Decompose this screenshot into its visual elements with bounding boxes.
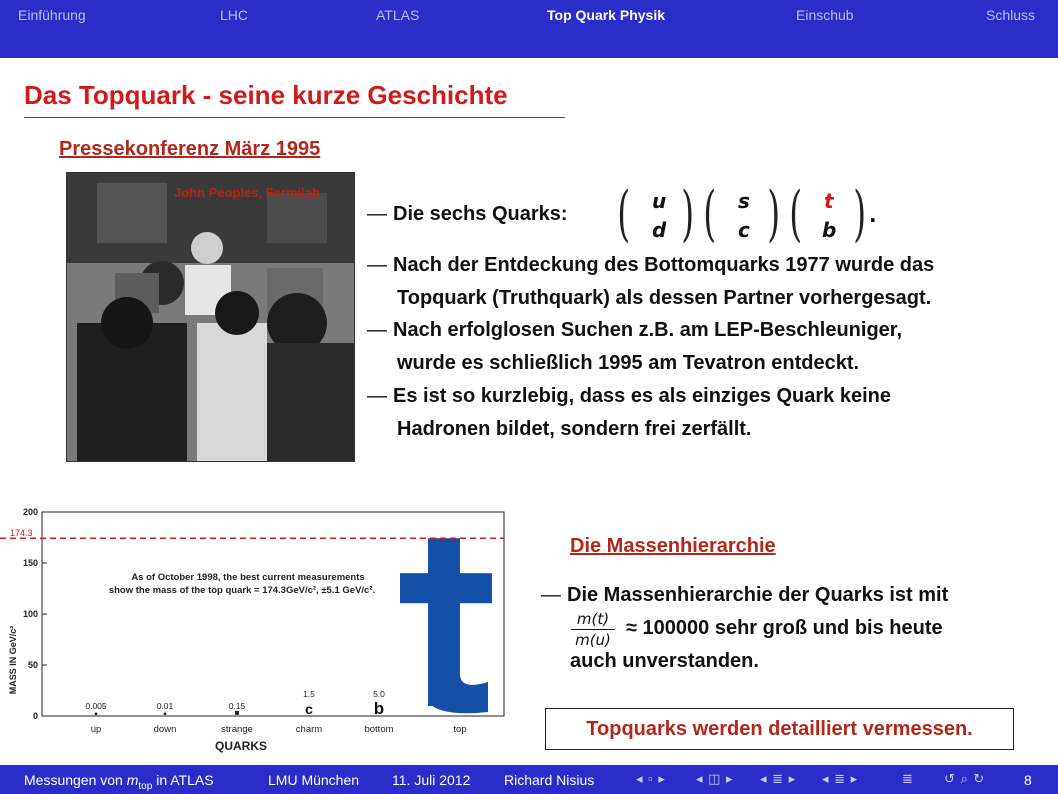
footer-talk-sub: top xyxy=(138,780,153,792)
fraction-denominator: m(u) xyxy=(575,631,611,649)
quark-mass-chart-svg xyxy=(0,500,510,762)
quark-charm: c xyxy=(738,218,750,242)
bullet-six-quarks-text: Die sechs Quarks: xyxy=(393,203,568,225)
y-tick-label-2: 100 xyxy=(22,609,38,619)
photo-caption: John Peoples, Fermilab xyxy=(174,185,320,200)
bullet-discovery-tevatron xyxy=(367,314,902,346)
nav-item-lhc[interactable]: LHC xyxy=(220,7,249,23)
paren-left-1: ( xyxy=(617,179,631,249)
bullet-mass-hierarchy xyxy=(541,579,948,611)
section-navigation-bar xyxy=(0,0,1058,58)
bullet-dash: — xyxy=(367,319,387,341)
nav-item-einschub[interactable]: Einschub xyxy=(796,7,854,23)
value-label-charm: 1.5 xyxy=(303,689,315,699)
bullet-discovery-tevatron-l1: Nach erfolglosen Suchen z.B. am LEP-Beschleuniger, xyxy=(393,319,903,341)
quark-strange: s xyxy=(738,189,750,213)
y-tick-label-3: 150 xyxy=(22,558,38,568)
bullet-dash: — xyxy=(367,254,387,276)
fraction-numerator: m(t) xyxy=(576,610,610,628)
x-category-label-bottom: bottom xyxy=(364,724,394,735)
footer-institute: LMU München xyxy=(268,772,360,788)
bullet-short-lived-l2: Hadronen bildet, sondern frei zerfällt. xyxy=(397,418,752,440)
chart-x-axis-label: QUARKS xyxy=(214,739,268,753)
bar-top-crossbar xyxy=(400,573,492,603)
footer-talk-suffix: in ATLAS xyxy=(152,772,214,788)
x-category-label-strange: strange xyxy=(221,724,253,735)
paren-left-2: ( xyxy=(703,179,717,249)
bullet-short-lived-l1: Es ist so kurzlebig, dass es als einziges Quark keine xyxy=(393,385,891,407)
footer-talk-prefix: Messungen von xyxy=(24,772,127,788)
reference-line-label: 174.3 xyxy=(10,528,33,539)
quark-down: d xyxy=(652,218,667,242)
bullet-mass-hierarchy-l3: auch unverstanden. xyxy=(570,650,759,672)
nav-item-top-quark-physik[interactable]: Top Quark Physik xyxy=(547,7,665,23)
footer-page-number: 8 xyxy=(1024,772,1032,788)
x-category-label-down: down xyxy=(153,724,177,735)
frame-title: Das Topquark - seine kurze Geschichte xyxy=(24,80,508,110)
chart-annotation-line-2: show the mass of the top quark = 174.3GeV/c², ±5.1 GeV/c². xyxy=(108,585,376,596)
press-conference-photo xyxy=(66,172,355,462)
x-category-label-charm: charm xyxy=(295,724,323,735)
chart-y-axis-label: MASS IN GeV/c² xyxy=(8,625,18,695)
bar-up xyxy=(95,713,97,715)
paren-right-3: ) xyxy=(853,179,867,249)
nav-item-einfuehrung[interactable]: Einführung xyxy=(18,7,86,23)
paren-left-3: ( xyxy=(789,179,803,249)
y-tick-label-4: 200 xyxy=(22,507,38,517)
beamer-nav-align-icon[interactable]: ≣ xyxy=(902,771,914,786)
footer-talk-m: m xyxy=(126,772,139,788)
beamer-nav-search-icon[interactable]: ↺ ⌕ ↻ xyxy=(944,771,986,786)
matrix-period: . xyxy=(869,203,877,227)
paren-right-1: ) xyxy=(681,179,695,249)
bullet-six-quarks xyxy=(367,198,568,230)
mass-hierarchy-heading: Die Massenhierarchie xyxy=(570,535,776,557)
bullet-bottom-discovery xyxy=(367,249,934,281)
quark-top: t xyxy=(824,189,834,213)
beamer-nav-subsection-icon[interactable]: ◂ ◫ ▸ xyxy=(696,771,734,786)
bullet-mass-hierarchy-l1: Die Massenhierarchie der Quarks ist mit xyxy=(567,584,949,606)
value-label-down: 0.01 xyxy=(156,701,174,711)
chart-annotation-line-1: As of October 1998, the best current measurements xyxy=(131,572,365,583)
bullet-dash: — xyxy=(541,584,561,606)
footer-talk-title xyxy=(24,772,214,792)
bullet-short-lived xyxy=(367,380,891,412)
beamer-nav-document-icon[interactable]: ◂ ≣ ▸ xyxy=(822,771,859,786)
bullet-dash: — xyxy=(367,203,387,225)
footer-bar xyxy=(0,765,1058,794)
bullet-dash: — xyxy=(367,385,387,407)
x-category-label-top: top xyxy=(453,724,467,735)
nav-item-schluss[interactable]: Schluss xyxy=(986,7,1036,23)
title-underline xyxy=(24,117,565,118)
press-heading: Pressekonferenz März 1995 xyxy=(59,138,321,160)
beamer-nav-frame-icon[interactable]: ◂ ▫ ▸ xyxy=(636,771,666,786)
nav-item-atlas[interactable]: ATLAS xyxy=(376,7,420,23)
letter-charm: c xyxy=(305,701,313,717)
paren-right-2: ) xyxy=(767,179,781,249)
footer-author: Richard Nisius xyxy=(504,772,595,788)
value-label-up: 0.005 xyxy=(85,701,107,711)
fraction-bar xyxy=(571,629,615,630)
bullet-discovery-tevatron-l2: wurde es schließlich 1995 am Tevatron entdeckt. xyxy=(397,352,860,374)
x-category-label-up: up xyxy=(90,724,102,735)
y-tick-label-0: 0 xyxy=(32,711,38,721)
y-tick-label-1: 50 xyxy=(27,660,38,670)
beamer-nav-section-icon[interactable]: ◂ ≣ ▸ xyxy=(760,771,797,786)
bullet-mass-hierarchy-l2: ≈ 100000 sehr groß und bis heute xyxy=(626,617,943,639)
value-label-strange: 0.15 xyxy=(228,701,246,711)
quark-bottom: b xyxy=(822,218,837,242)
value-label-bottom: 5.0 xyxy=(373,689,385,699)
quark-up: u xyxy=(652,189,667,213)
conclusion-box: Topquarks werden detailliert vermessen. xyxy=(545,708,1014,750)
quark-mass-chart xyxy=(0,500,510,762)
bullet-bottom-discovery-l2: Topquark (Truthquark) als dessen Partner vorhergesagt. xyxy=(397,287,932,309)
bar-strange xyxy=(235,711,239,715)
bullet-bottom-discovery-l1: Nach der Entdeckung des Bottomquarks 1977 wurde das xyxy=(393,254,935,276)
photo-image xyxy=(67,173,355,462)
letter-bottom: b xyxy=(373,699,385,718)
footer-date: 11. Juli 2012 xyxy=(392,772,471,788)
bar-down xyxy=(164,713,166,715)
